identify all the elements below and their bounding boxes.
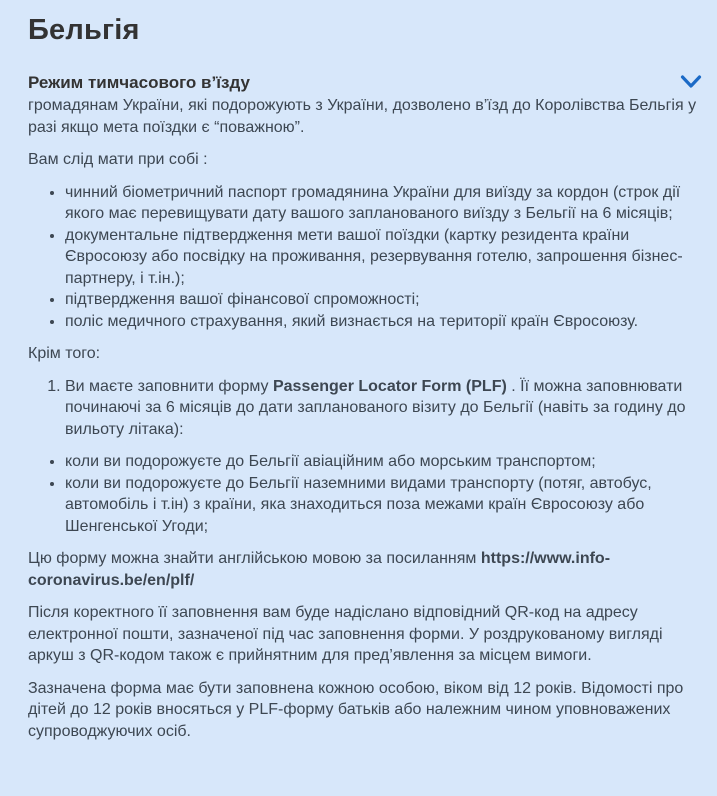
list-item: • коли ви подорожуєте до Бельгії наземними видами транспорту (потяг, автобус, автомобіль і т.ін) з країни, яка знаходиться поза межами країн Євросоюзу або Шенгенської Угоди;	[65, 473, 704, 538]
plf-form-name: Passenger Locator Form (PLF)	[272, 377, 507, 395]
plf-text-before: Ви маєте заповнити форму	[65, 377, 273, 395]
in-addition-label: Крім того:	[28, 345, 101, 362]
list-item: • поліс медичного страхування, який визнається на території країн Євросоюзу.	[65, 311, 704, 333]
collapse-section-button[interactable]	[680, 72, 704, 90]
plf-steps-list	[28, 376, 704, 441]
chevron-down-icon	[680, 78, 702, 93]
page-title: Бельгія	[28, 14, 140, 46]
list-item: • чинний біометричний паспорт громадянина України для виїзду за кордон (строк дії якого має перевищувати дату вашого запланованого виїзду з Бельгії на 6 місяців;	[65, 182, 704, 225]
link-text-before: Цю форму можна знайти англійською мовою за посиланням	[28, 550, 481, 567]
list-item: • підтвердження вашої фінансової спроможності;	[65, 289, 704, 311]
form-link-paragraph	[28, 548, 704, 591]
required-documents-list	[28, 182, 704, 333]
accordion-section-header[interactable]	[28, 72, 704, 93]
list-item: • документальне підтвердження мети вашої поїздки (картку резидента країни Євросоюзу або посвідку на проживання, резервування готелю, запрошення бізнес-партнеру, і т.ін.);	[65, 225, 704, 290]
intro-paragraph: громадянам України, які подорожують з України, дозволено в’їзд до Королівства Бельгія у разі якщо мета поїздки є “поважною”.	[28, 97, 697, 136]
qr-code-paragraph: Після коректного її заповнення вам буде надіслано відповідний QR-код на адресу електронної пошти, зазначеної під час заповнення форми. У роздрукованому вигляді аркуш з QR-кодом також є прийнятним для пред’явлення за місцем вимоги.	[28, 604, 663, 664]
plf-transport-cases-list	[28, 451, 704, 537]
section-heading: Режим тимчасового в’їзду	[28, 73, 250, 92]
age-requirement-paragraph: Зазначена форма має бути заповнена кожною особою, віком від 12 років. Відомості про дітей до 12 років вносяться у PLF-форму батьків або належним чином уповноважених супроводжуючих осіб.	[28, 679, 684, 740]
bring-with-you-label: Вам слід мати при собі :	[28, 151, 208, 168]
plf-text-after: . Її можна заповнювати починаючі за 6 місяців до дати запланованого візиту до Бельгії (навіть за годину до вильоту літака):	[65, 377, 686, 438]
plf-form-link[interactable]: https://www.info-coronavirus.be/en/plf/	[28, 550, 611, 589]
list-item: • коли ви подорожуєте до Бельгії авіаційним або морським транспортом;	[65, 451, 704, 473]
list-item	[65, 376, 704, 441]
